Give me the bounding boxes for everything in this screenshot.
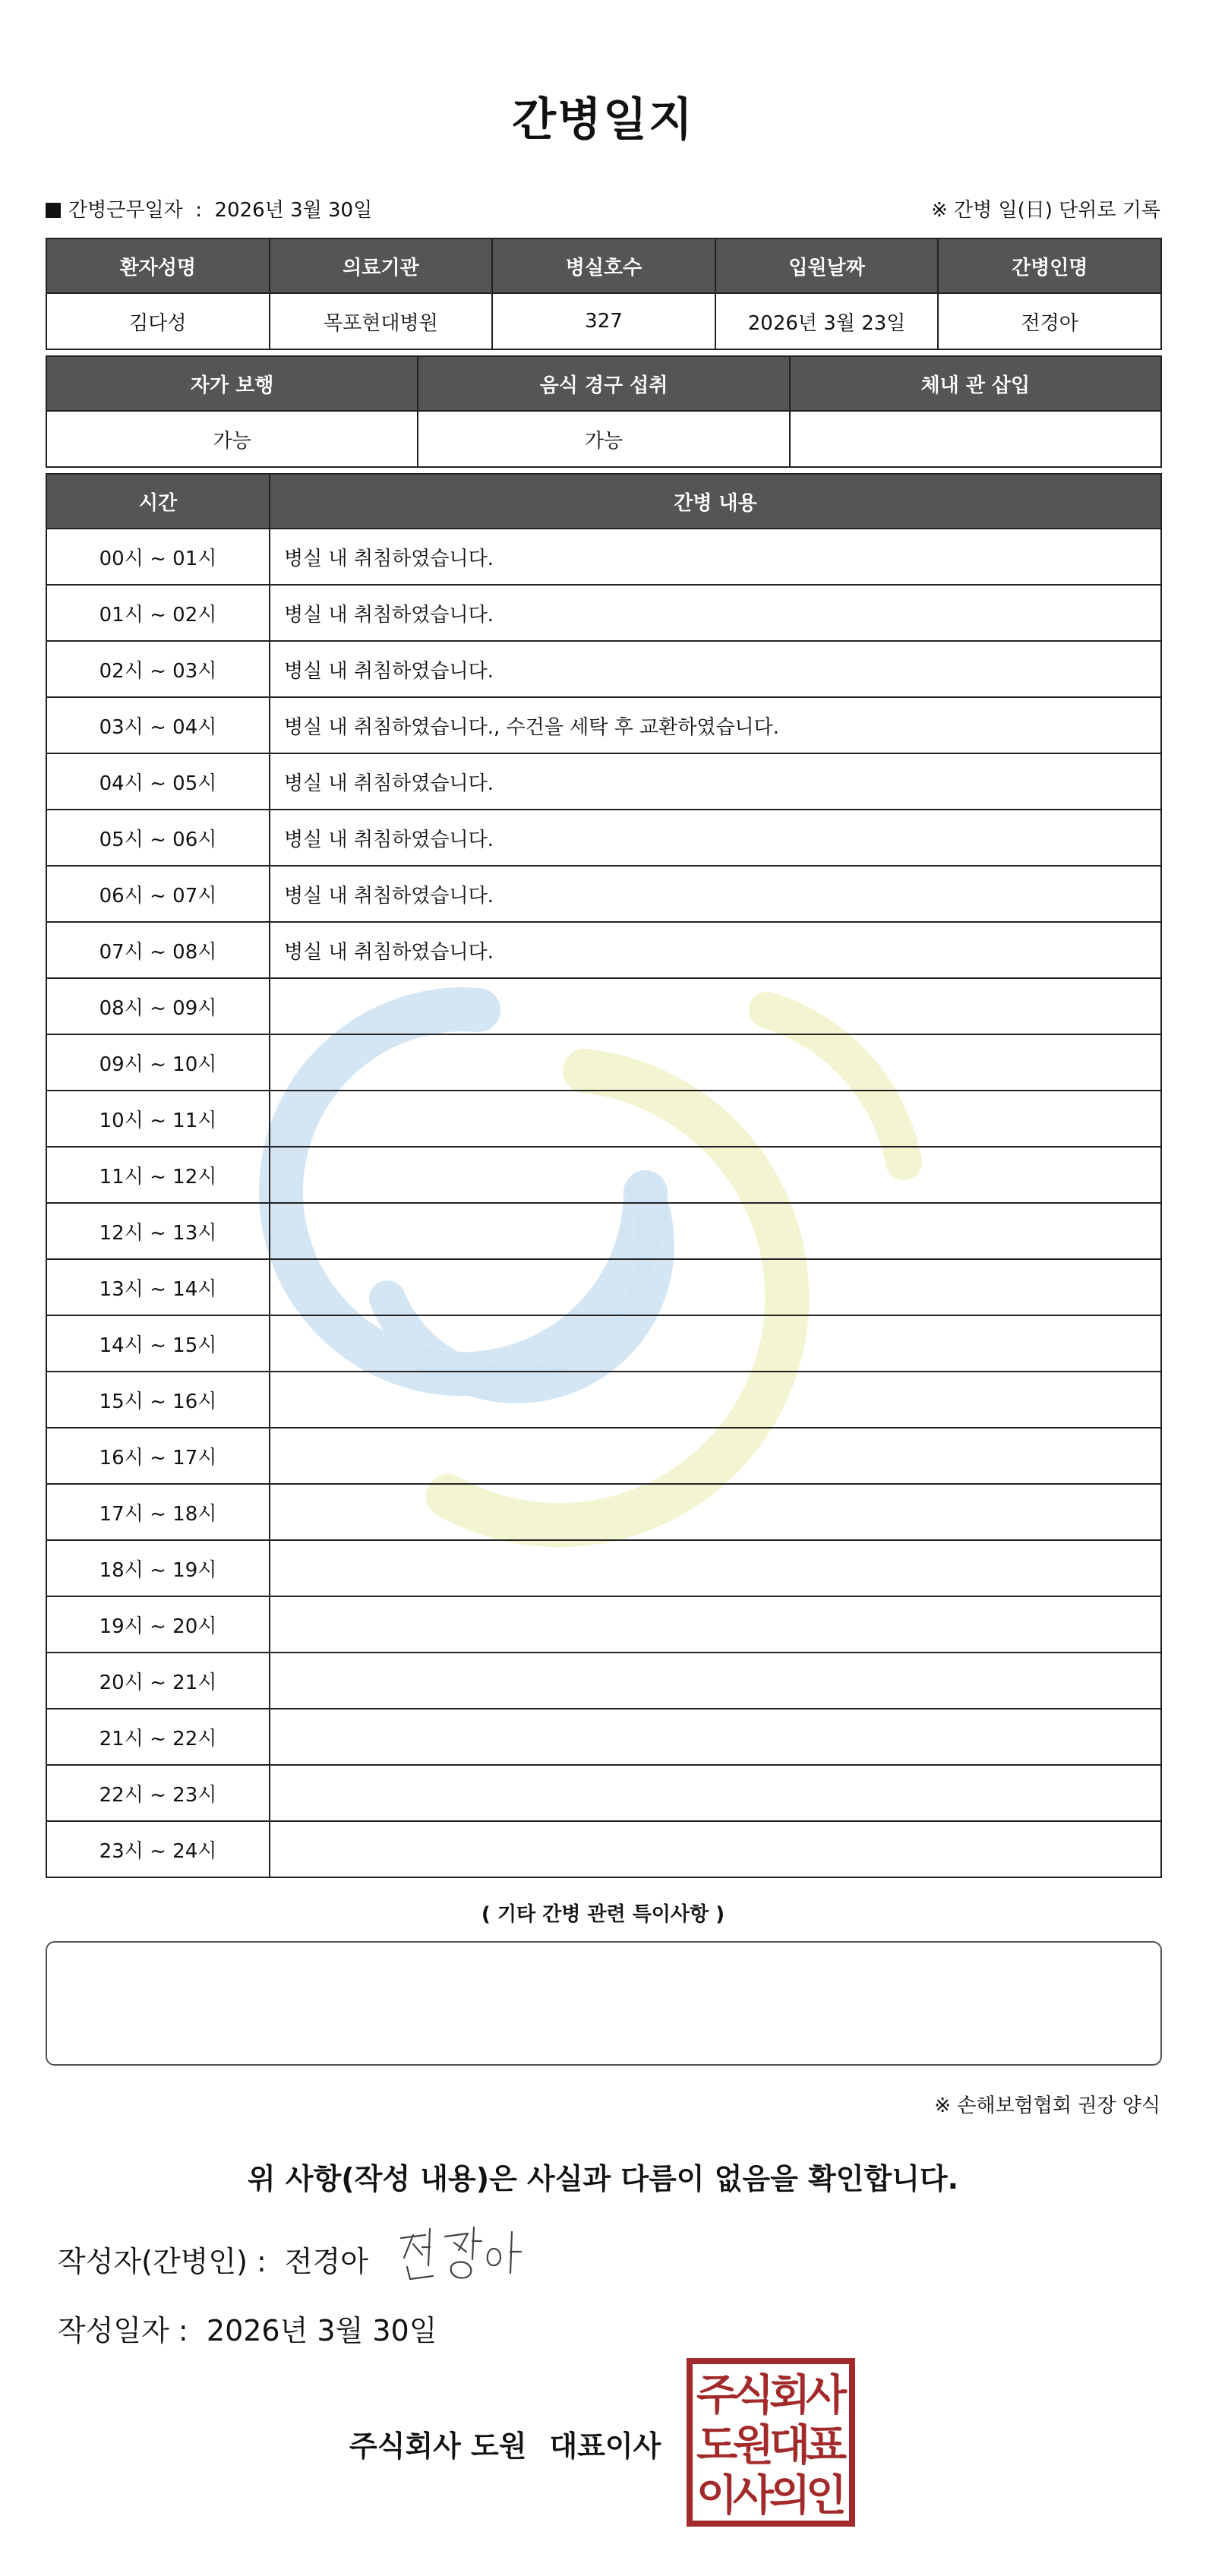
log-content-cell [270, 1260, 1162, 1316]
log-content-cell: 병실 내 취침하였습니다. [270, 810, 1162, 867]
hospital-header: 의료기관 [270, 239, 494, 294]
svg-text:회: 회 [769, 2371, 811, 2420]
written-date-line [58, 2307, 437, 2349]
walking-header: 자가 보행 [47, 357, 418, 412]
log-content-cell [270, 1204, 1162, 1260]
log-time-cell: 07시 ~ 08시 [47, 923, 270, 979]
handwritten-signature [395, 2221, 539, 2290]
writer-label: 작성자(간병인) : [58, 2245, 267, 2278]
written-date-value: 2026년 3월 30일 [206, 2314, 437, 2347]
patient-status-table [46, 355, 1162, 468]
log-content-cell [270, 1653, 1162, 1709]
walking-cell: 가능 [47, 412, 418, 468]
log-time-cell: 13시 ~ 14시 [47, 1260, 270, 1316]
log-content-cell: 병실 내 취침하였습니다. [270, 923, 1162, 979]
oral-intake-header: 음식 경구 섭취 [418, 357, 790, 412]
log-time-cell: 22시 ~ 23시 [47, 1766, 270, 1822]
time-header: 시간 [47, 475, 270, 529]
log-time-cell: 15시 ~ 16시 [47, 1372, 270, 1428]
log-content-cell [270, 1316, 1162, 1372]
care-log-table [46, 473, 1162, 1878]
svg-text:사: 사 [732, 2471, 775, 2521]
log-time-cell: 04시 ~ 05시 [47, 754, 270, 810]
company-name: 주식회사 도원 [349, 2429, 527, 2463]
hospital-cell: 목포현대병원 [270, 294, 494, 350]
work-date-value: 2026년 3월 30일 [214, 199, 373, 222]
log-content-cell: 병실 내 취침하였습니다. [270, 642, 1162, 698]
work-date-label: 간병근무일자 [68, 199, 183, 222]
log-content-cell [270, 1091, 1162, 1148]
caregiver-name-cell: 전경아 [939, 294, 1162, 350]
svg-text:주: 주 [696, 2371, 738, 2420]
work-date [46, 194, 372, 223]
log-content-cell: 병실 내 취침하였습니다. [270, 867, 1162, 923]
patient-name-header: 환자성명 [47, 239, 270, 294]
log-time-cell: 05시 ~ 06시 [47, 810, 270, 867]
log-content-cell [270, 1428, 1162, 1485]
log-content-cell [270, 1541, 1162, 1597]
log-content-cell [270, 1766, 1162, 1822]
tube-insertion-cell [791, 412, 1162, 468]
oral-intake-cell: 가능 [418, 412, 790, 468]
log-time-cell: 16시 ~ 17시 [47, 1428, 270, 1485]
square-bullet-icon [46, 203, 61, 218]
confirmation-statement: 위 사항(작성 내용)은 사실과 다름이 없음을 확인합니다. [247, 2162, 959, 2196]
log-time-cell: 12시 ~ 13시 [47, 1204, 270, 1260]
log-time-cell: 08시 ~ 09시 [47, 979, 270, 1035]
written-date-label: 작성일자 : [58, 2314, 188, 2347]
log-content-cell [270, 1822, 1162, 1878]
room-number-cell: 327 [493, 294, 716, 350]
writer-line [58, 2238, 368, 2280]
log-content-cell [270, 1148, 1162, 1204]
log-content-cell [270, 1372, 1162, 1428]
log-content-cell [270, 1597, 1162, 1653]
log-time-cell: 06시 ~ 07시 [47, 867, 270, 923]
svg-text:인: 인 [805, 2471, 848, 2521]
log-time-cell: 23시 ~ 24시 [47, 1822, 270, 1878]
log-content-cell: 병실 내 취침하였습니다. [270, 586, 1162, 642]
log-content-cell: 병실 내 취침하였습니다., 수건을 세탁 후 교환하였습니다. [270, 698, 1162, 754]
svg-text:식: 식 [732, 2371, 775, 2420]
log-time-cell: 03시 ~ 04시 [47, 698, 270, 754]
svg-text:이: 이 [696, 2471, 738, 2521]
log-time-cell: 21시 ~ 22시 [47, 1709, 270, 1766]
company-role: 대표이사 [549, 2429, 661, 2463]
log-time-cell: 17시 ~ 18시 [47, 1485, 270, 1541]
admission-date-cell: 2026년 3월 23일 [716, 294, 939, 350]
log-content-cell: 병실 내 취침하였습니다. [270, 529, 1162, 586]
patient-info-table [46, 238, 1162, 350]
log-time-cell: 20시 ~ 21시 [47, 1653, 270, 1709]
record-unit-note: ※ 간병 일(日) 단위로 기록 [930, 199, 1160, 222]
remarks-title: ( 기타 간병 관련 특이사항 ) [481, 1903, 725, 1926]
log-time-cell: 10시 ~ 11시 [47, 1091, 270, 1148]
patient-name-cell: 김다성 [47, 294, 270, 350]
remarks-box [46, 1941, 1162, 2066]
svg-text:도: 도 [696, 2421, 738, 2470]
log-time-cell: 01시 ~ 02시 [47, 586, 270, 642]
svg-text:사: 사 [805, 2371, 848, 2420]
svg-text:표: 표 [805, 2421, 848, 2470]
writer-name: 전경아 [284, 2245, 368, 2278]
log-time-cell: 09시 ~ 10시 [47, 1035, 270, 1091]
log-content-cell [270, 1485, 1162, 1541]
room-number-header: 병실호수 [493, 239, 716, 294]
log-content-cell [270, 1709, 1162, 1766]
work-date-separator: : [195, 199, 202, 222]
admission-date-header: 입원날짜 [716, 239, 939, 294]
log-content-cell [270, 979, 1162, 1035]
log-content-cell: 병실 내 취침하였습니다. [270, 754, 1162, 810]
svg-text:원: 원 [732, 2421, 775, 2470]
svg-text:대: 대 [769, 2421, 811, 2470]
log-time-cell: 18시 ~ 19시 [47, 1541, 270, 1597]
log-time-cell: 11시 ~ 12시 [47, 1148, 270, 1204]
log-time-cell: 00시 ~ 01시 [47, 529, 270, 586]
log-time-cell: 14시 ~ 15시 [47, 1316, 270, 1372]
log-time-cell: 19시 ~ 20시 [47, 1597, 270, 1653]
caregiver-name-header: 간병인명 [939, 239, 1162, 294]
recommended-form-note: ※ 손해보험협회 권장 양식 [934, 2095, 1160, 2117]
care-content-header: 간병 내용 [270, 475, 1162, 529]
page-title: 간병일지 [512, 93, 694, 147]
svg-text:의: 의 [769, 2471, 811, 2521]
company-line [349, 2423, 661, 2464]
log-time-cell: 02시 ~ 03시 [47, 642, 270, 698]
tube-insertion-header: 체내 관 삽입 [791, 357, 1162, 412]
log-content-cell [270, 1035, 1162, 1091]
company-seal-stamp [687, 2358, 855, 2527]
